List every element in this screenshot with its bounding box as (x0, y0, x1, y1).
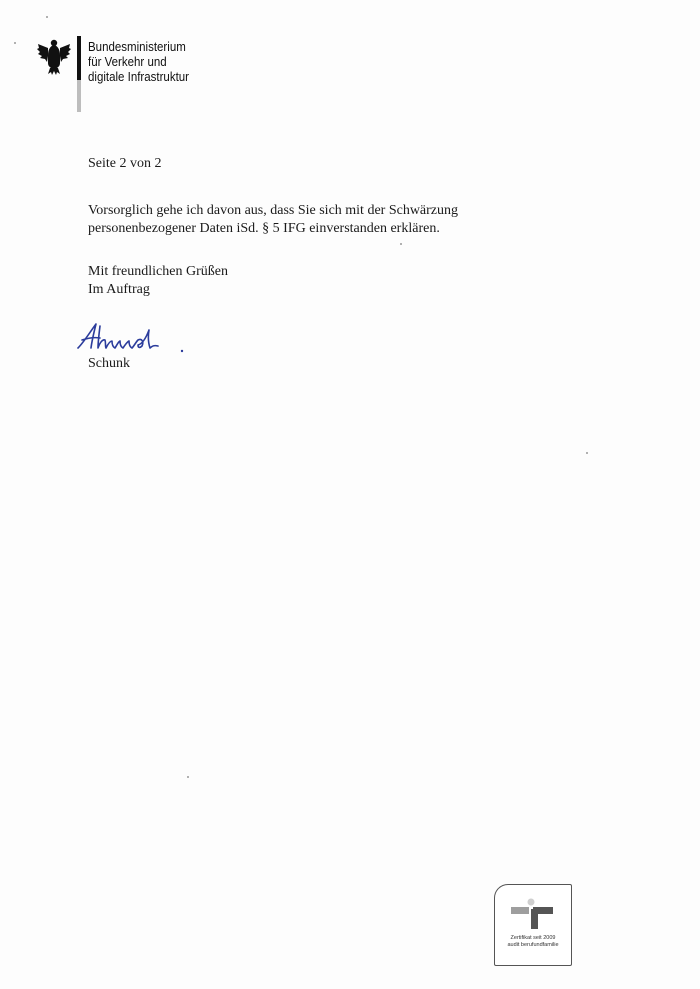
closing-greeting: Mit freundlichen Grüßen (88, 264, 228, 279)
certificate-caption (495, 935, 571, 949)
scan-speck (586, 452, 588, 454)
federal-eagle-icon (36, 36, 72, 76)
page-number: Seite 2 von 2 (88, 156, 162, 171)
berufundfamilie-logo-icon (509, 897, 557, 933)
certificate-line: Zertifikat seit 2009 (510, 935, 556, 941)
ministry-line: für Verkehr und (88, 55, 167, 69)
certificate-line: audit berufundfamilie (507, 942, 559, 948)
header-bar-black (77, 36, 81, 80)
ministry-line: digitale Infrastruktur (88, 70, 189, 84)
scan-speck (14, 42, 16, 44)
ministry-line: Bundesministerium (88, 40, 186, 54)
scan-speck (187, 776, 189, 778)
paragraph-line: Vorsorglich gehe ich davon aus, dass Sie sich mit der Schwärzung (88, 203, 459, 218)
certificate-badge (494, 884, 572, 966)
header-bar-grey (77, 80, 81, 112)
scan-speck (46, 16, 48, 18)
ministry-name (88, 40, 189, 85)
scan-speck (400, 243, 402, 245)
letter-paragraph (88, 202, 458, 238)
signature-name: Schunk (88, 356, 130, 371)
closing-block (88, 263, 228, 299)
handwritten-signature (72, 318, 192, 358)
closing-on-behalf: Im Auftrag (88, 282, 150, 297)
paragraph-line: personenbezogener Daten iSd. § 5 IFG einverstanden erklären. (88, 221, 440, 236)
